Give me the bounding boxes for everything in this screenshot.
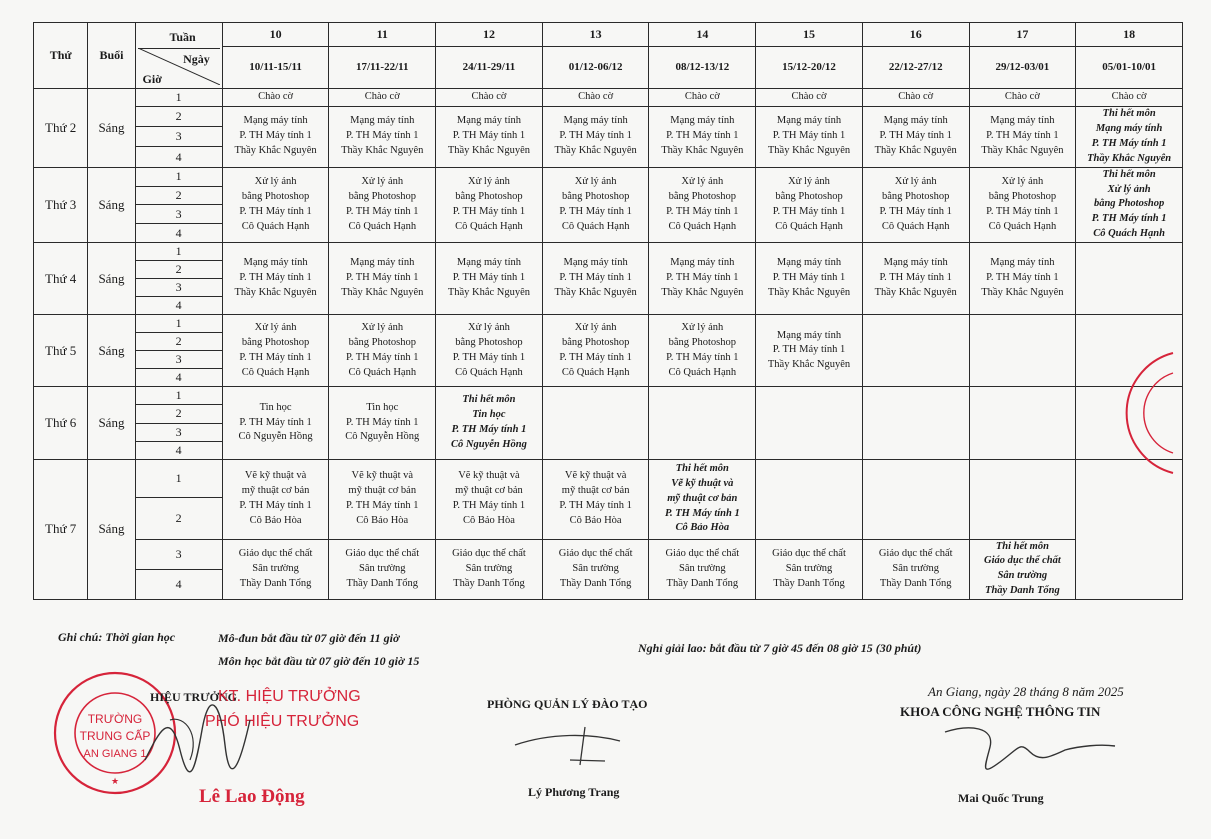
exam-cell: Thi hết môn Giáo dục thể chất Sân trường Thầy Danh Tổng — [969, 539, 1076, 600]
flag-cell: Chào cờ — [756, 89, 863, 107]
header-thu: Thứ — [34, 23, 88, 89]
header-tuan: Tuần — [169, 29, 196, 44]
period-number: 1 — [135, 167, 222, 186]
period-number: 1 — [135, 89, 222, 107]
period-number: 3 — [135, 127, 222, 147]
lesson-cell: Mạng máy tính P. TH Máy tính 1 Thầy Khắc Nguyên — [436, 243, 543, 315]
session-label: Sáng — [88, 387, 135, 459]
lesson-cell: Mạng máy tính P. TH Máy tính 1 Thầy Khắc Nguyên — [436, 107, 543, 168]
stamp-title-2: PHÓ HIỆU TRƯỞNG — [205, 713, 360, 730]
exam-cell: Thi hết môn Mạng máy tính P. TH Máy tính 1 Thầy Khắc Nguyên — [1076, 107, 1183, 168]
place-date: An Giang, ngày 28 tháng 8 năm 2025 — [928, 684, 1124, 699]
empty-cell — [756, 387, 863, 459]
session-label: Sáng — [88, 243, 135, 315]
period-number: 3 — [135, 205, 222, 224]
lesson-cell: Xử lý ảnh bằng Photoshop P. TH Máy tính 1 Cô Quách Hạnh — [542, 315, 649, 387]
session-label: Sáng — [88, 459, 135, 600]
period-number: 2 — [135, 333, 222, 351]
period-number: 2 — [135, 261, 222, 279]
flag-cell: Chào cờ — [862, 89, 969, 107]
lesson-cell: Mạng máy tính P. TH Máy tính 1 Thầy Khắc Nguyên — [862, 107, 969, 168]
period-number: 2 — [135, 405, 222, 423]
period-number: 3 — [135, 423, 222, 441]
empty-cell — [969, 459, 1076, 539]
week-range: 05/01-10/01 — [1076, 47, 1183, 89]
principal-name: Lê Lao Động — [199, 786, 305, 807]
session-label: Sáng — [88, 89, 135, 168]
empty-cell — [542, 387, 649, 459]
lesson-cell: Giáo dục thể chất Sân trường Thầy Danh Tổng — [222, 539, 329, 600]
period-number: 4 — [135, 569, 222, 599]
period-number: 3 — [135, 279, 222, 297]
day-label: Thứ 3 — [34, 167, 88, 243]
lesson-cell: Vẽ kỹ thuật và mỹ thuật cơ bản P. TH Máy tính 1 Cô Bảo Hòa — [542, 459, 649, 539]
seal-line-3: AN GIANG 1 — [83, 748, 147, 760]
seal-line-1: TRƯỜNG — [87, 712, 143, 726]
lesson-cell: Mạng máy tính P. TH Máy tính 1 Thầy Khắc Nguyên — [969, 243, 1076, 315]
week-range: 22/12-27/12 — [862, 47, 969, 89]
week-number: 16 — [862, 23, 969, 47]
flag-cell: Chào cờ — [542, 89, 649, 107]
seal-line-2: TRUNG CẤP — [79, 729, 151, 743]
lesson-cell: Giáo dục thể chất Sân trường Thầy Danh Tổng — [756, 539, 863, 600]
lesson-cell: Mạng máy tính P. TH Máy tính 1 Thầy Khắc Nguyên — [222, 243, 329, 315]
notes-subject: Môn học bắt đầu từ 07 giờ đến 10 giờ 15 — [218, 654, 420, 668]
lesson-cell: Mạng máy tính P. TH Máy tính 1 Thầy Khắc Nguyên — [542, 107, 649, 168]
lesson-cell: Xử lý ảnh bằng Photoshop P. TH Máy tính 1 Cô Quách Hạnh — [329, 315, 436, 387]
lesson-cell: Xử lý ảnh bằng Photoshop P. TH Máy tính 1 Cô Quách Hạnh — [222, 315, 329, 387]
period-number: 2 — [135, 186, 222, 205]
principal-signature — [140, 690, 260, 780]
notes-label: Ghi chú: Thời gian học — [58, 630, 176, 644]
session-label: Sáng — [88, 167, 135, 243]
lesson-cell: Vẽ kỹ thuật và mỹ thuật cơ bản P. TH Máy tính 1 Cô Bảo Hòa — [436, 459, 543, 539]
day-label: Thứ 2 — [34, 89, 88, 168]
lesson-cell: Mạng máy tính P. TH Máy tính 1 Thầy Khắc Nguyên — [329, 107, 436, 168]
training-name: Lý Phương Trang — [528, 785, 620, 799]
week-number: 12 — [436, 23, 543, 47]
session-label: Sáng — [88, 315, 135, 387]
empty-cell — [756, 459, 863, 539]
notes-module: Mô-đun bắt đầu từ 07 giờ đến 11 giờ — [218, 631, 400, 645]
week-number: 13 — [542, 23, 649, 47]
lesson-cell: Xử lý ảnh bằng Photoshop P. TH Máy tính 1 Cô Quách Hạnh — [329, 167, 436, 243]
day-label: Thứ 5 — [34, 315, 88, 387]
period-number: 1 — [135, 243, 222, 261]
lesson-cell: Mạng máy tính P. TH Máy tính 1 Thầy Khắc Nguyên — [649, 243, 756, 315]
training-signature — [510, 725, 650, 775]
lesson-cell: Xử lý ảnh bằng Photoshop P. TH Máy tính 1 Cô Quách Hạnh — [436, 315, 543, 387]
week-range: 29/12-03/01 — [969, 47, 1076, 89]
period-number: 4 — [135, 369, 222, 387]
empty-cell — [1076, 459, 1183, 600]
lesson-cell: Mạng máy tính P. TH Máy tính 1 Thầy Khắc Nguyên — [649, 107, 756, 168]
lesson-cell: Vẽ kỹ thuật và mỹ thuật cơ bản P. TH Máy tính 1 Cô Bảo Hòa — [329, 459, 436, 539]
lesson-cell: Mạng máy tính P. TH Máy tính 1 Thầy Khắc Nguyên — [756, 315, 863, 387]
period-number: 1 — [135, 387, 222, 405]
flag-cell: Chào cờ — [969, 89, 1076, 107]
week-range: 10/11-15/11 — [222, 47, 329, 89]
exam-cell: Thi hết môn Xử lý ảnh bằng Photoshop P. TH Máy tính 1 Cô Quách Hạnh — [1076, 167, 1183, 243]
week-number: 17 — [969, 23, 1076, 47]
lesson-cell: Giáo dục thể chất Sân trường Thầy Danh Tổng — [542, 539, 649, 600]
lesson-cell: Mạng máy tính P. TH Máy tính 1 Thầy Khắc Nguyên — [329, 243, 436, 315]
training-office-title: PHÒNG QUẢN LÝ ĐÀO TẠO — [487, 697, 648, 711]
week-range: 24/11-29/11 — [436, 47, 543, 89]
lesson-cell: Xử lý ảnh bằng Photoshop P. TH Máy tính 1 Cô Quách Hạnh — [649, 167, 756, 243]
lesson-cell: Xử lý ảnh bằng Photoshop P. TH Máy tính 1 Cô Quách Hạnh — [649, 315, 756, 387]
faculty-title: KHOA CÔNG NGHỆ THÔNG TIN — [900, 704, 1101, 719]
lesson-cell: Mạng máy tính P. TH Máy tính 1 Thầy Khắc Nguyên — [969, 107, 1076, 168]
header-buoi: Buổi — [88, 23, 135, 89]
lesson-cell: Mạng máy tính P. TH Máy tính 1 Thầy Khắc Nguyên — [862, 243, 969, 315]
exam-cell: Thi hết môn Tin học P. TH Máy tính 1 Cô Nguyễn Hồng — [436, 387, 543, 459]
period-number: 4 — [135, 147, 222, 167]
faculty-name: Mai Quốc Trung — [958, 791, 1044, 805]
lesson-cell: Mạng máy tính P. TH Máy tính 1 Thầy Khắc Nguyên — [542, 243, 649, 315]
week-number: 11 — [329, 23, 436, 47]
lesson-cell: Vẽ kỹ thuật và mỹ thuật cơ bản P. TH Máy tính 1 Cô Bảo Hòa — [222, 459, 329, 539]
flag-cell: Chào cờ — [222, 89, 329, 107]
period-number: 2 — [135, 497, 222, 539]
header-ngay: Ngày — [183, 51, 210, 66]
lesson-cell: Mạng máy tính P. TH Máy tính 1 Thầy Khắc Nguyên — [756, 243, 863, 315]
week-range: 01/12-06/12 — [542, 47, 649, 89]
empty-cell — [969, 387, 1076, 459]
lesson-cell: Xử lý ảnh bằng Photoshop P. TH Máy tính 1 Cô Quách Hạnh — [542, 167, 649, 243]
empty-cell — [862, 387, 969, 459]
stamp-title-1: KT. HIỆU TRƯỞNG — [218, 688, 361, 705]
empty-cell — [862, 459, 969, 539]
empty-cell — [969, 315, 1076, 387]
period-number: 4 — [135, 297, 222, 315]
empty-cell — [649, 387, 756, 459]
flag-cell: Chào cờ — [436, 89, 543, 107]
exam-cell: Thi hết môn Vẽ kỹ thuật và mỹ thuật cơ bản P. TH Máy tính 1 Cô Bảo Hòa — [649, 459, 756, 539]
notes-break: Nghỉ giải lao: bắt đầu từ 7 giờ 45 đến 08 giờ 15 (30 phút) — [638, 641, 922, 655]
svg-text:★: ★ — [110, 776, 120, 786]
header-corner — [135, 23, 222, 89]
period-number: 4 — [135, 441, 222, 459]
flag-cell: Chào cờ — [329, 89, 436, 107]
week-number: 18 — [1076, 23, 1183, 47]
lesson-cell: Xử lý ảnh bằng Photoshop P. TH Máy tính 1 Cô Quách Hạnh — [862, 167, 969, 243]
lesson-cell: Giáo dục thể chất Sân trường Thầy Danh Tổng — [436, 539, 543, 600]
principal-title: HIỆU TRƯỞNG — [150, 690, 238, 704]
lesson-cell: Xử lý ảnh bằng Photoshop P. TH Máy tính 1 Cô Quách Hạnh — [436, 167, 543, 243]
lesson-cell: Xử lý ảnh bằng Photoshop P. TH Máy tính 1 Cô Quách Hạnh — [222, 167, 329, 243]
lesson-cell: Tin học P. TH Máy tính 1 Cô Nguyễn Hồng — [222, 387, 329, 459]
lesson-cell: Xử lý ảnh bằng Photoshop P. TH Máy tính 1 Cô Quách Hạnh — [756, 167, 863, 243]
lesson-cell: Mạng máy tính P. TH Máy tính 1 Thầy Khắc Nguyên — [222, 107, 329, 168]
day-label: Thứ 6 — [34, 387, 88, 459]
day-label: Thứ 7 — [34, 459, 88, 600]
period-number: 3 — [135, 539, 222, 569]
week-range: 17/11-22/11 — [329, 47, 436, 89]
lesson-cell: Mạng máy tính P. TH Máy tính 1 Thầy Khắc Nguyên — [756, 107, 863, 168]
day-label: Thứ 4 — [34, 243, 88, 315]
empty-cell — [1076, 243, 1183, 315]
header-gio: Giờ — [142, 71, 162, 86]
lesson-cell: Xử lý ảnh bằng Photoshop P. TH Máy tính 1 Cô Quách Hạnh — [969, 167, 1076, 243]
week-number: 15 — [756, 23, 863, 47]
week-range: 15/12-20/12 — [756, 47, 863, 89]
period-number: 2 — [135, 107, 222, 127]
period-number: 1 — [135, 315, 222, 333]
period-number: 4 — [135, 224, 222, 243]
lesson-cell: Giáo dục thể chất Sân trường Thầy Danh Tổng — [649, 539, 756, 600]
week-number: 10 — [222, 23, 329, 47]
faculty-signature — [940, 722, 1120, 782]
week-range: 08/12-13/12 — [649, 47, 756, 89]
flag-cell: Chào cờ — [649, 89, 756, 107]
lesson-cell: Giáo dục thể chất Sân trường Thầy Danh Tổng — [862, 539, 969, 600]
lesson-cell: Giáo dục thể chất Sân trường Thầy Danh Tổng — [329, 539, 436, 600]
period-number: 1 — [135, 459, 222, 497]
empty-cell — [862, 315, 969, 387]
week-number: 14 — [649, 23, 756, 47]
lesson-cell: Tin học P. TH Máy tính 1 Cô Nguyễn Hồng — [329, 387, 436, 459]
flag-cell: Chào cờ — [1076, 89, 1183, 107]
schedule-table — [33, 22, 1183, 600]
side-seal — [1103, 348, 1183, 478]
period-number: 3 — [135, 351, 222, 369]
